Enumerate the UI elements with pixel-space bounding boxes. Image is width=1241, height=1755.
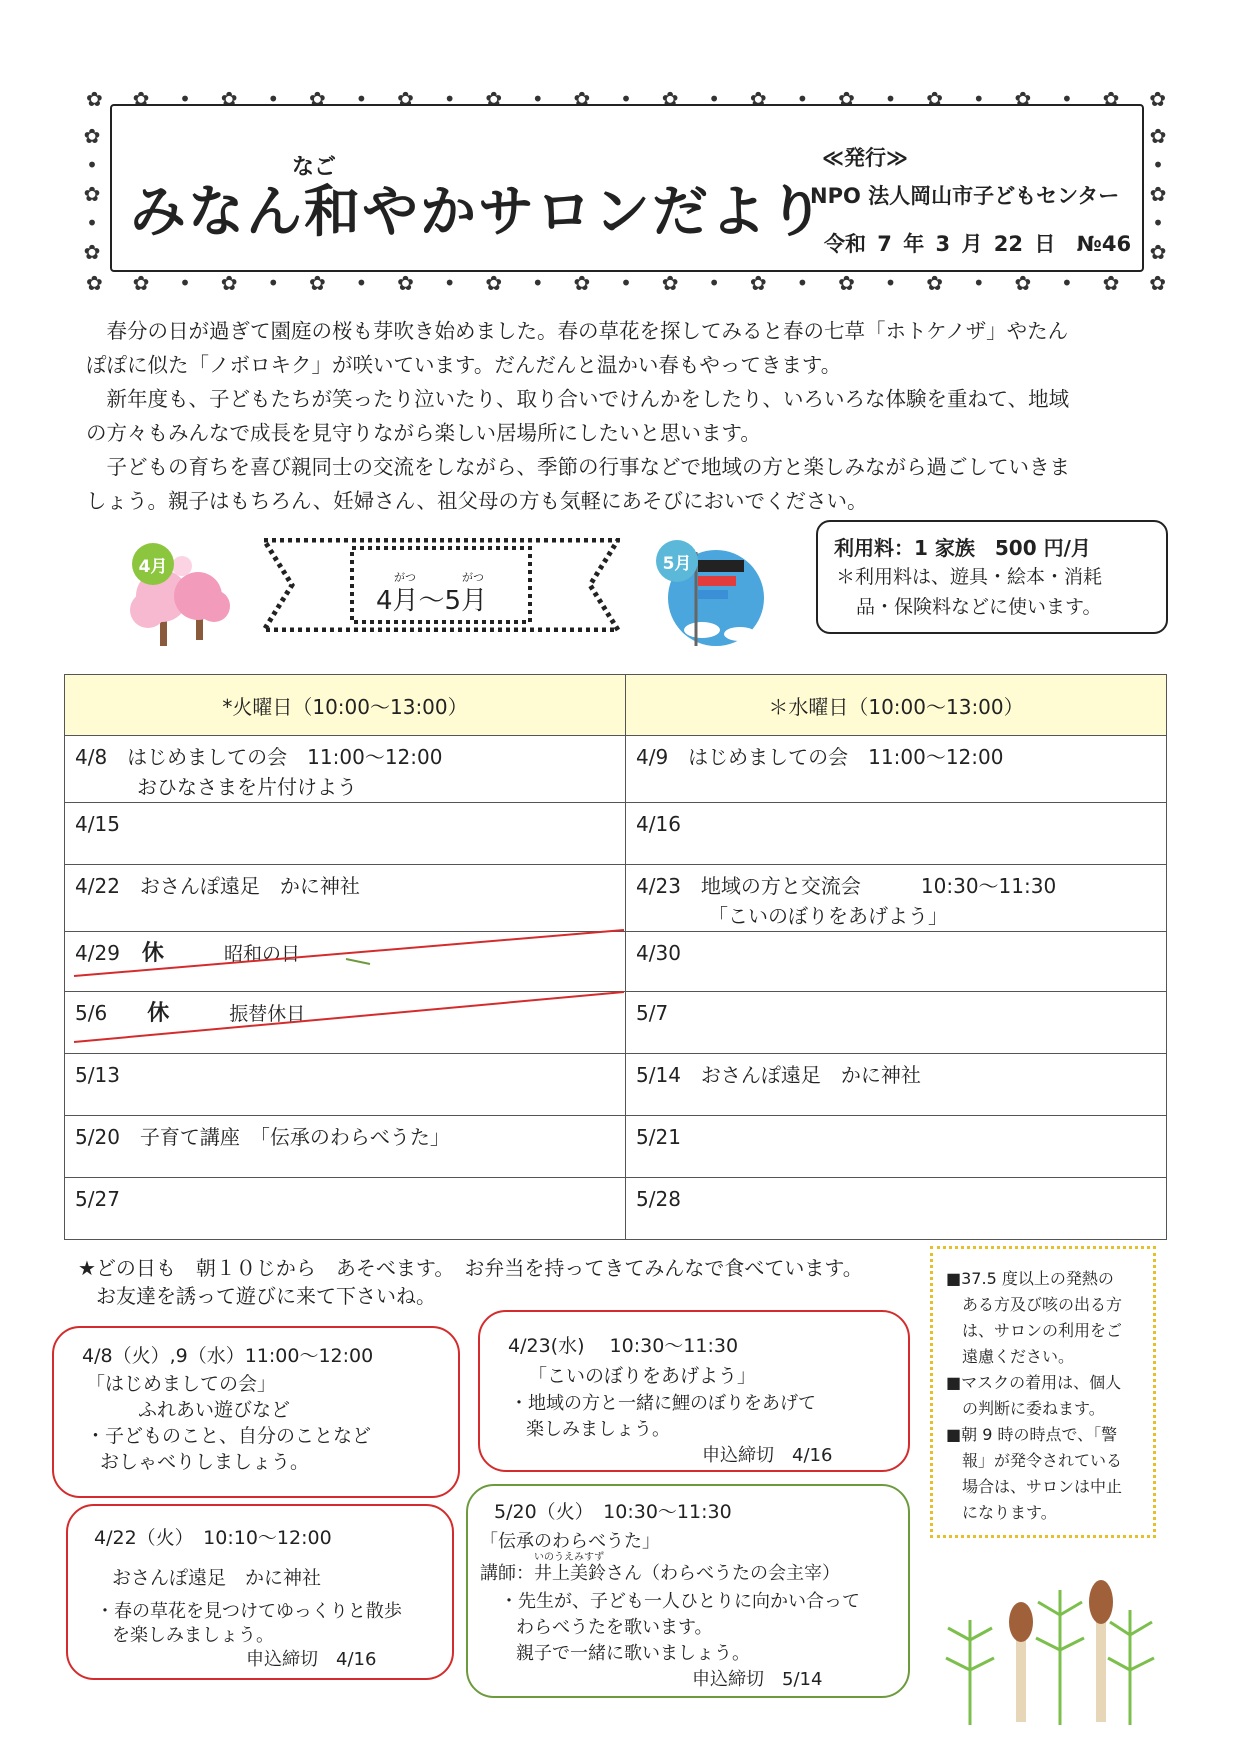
- info-line: 遠慮ください。: [946, 1347, 1075, 1366]
- event-4-title: 「伝承のわらべうた」: [480, 1531, 660, 1552]
- event-4-lecturer-furigana: いのうえみすず: [534, 1552, 605, 1563]
- fee-note-line-1: ＊利用料は、遊具・絵本・消耗: [836, 566, 1103, 588]
- event-1-subtitle: ふれあい遊びなど: [138, 1399, 291, 1421]
- publisher-name: NPO 法人岡山市子どもセンター: [810, 184, 1120, 208]
- horsetail-illustration: [930, 1560, 1166, 1730]
- holiday-name: 昭和の日: [223, 943, 300, 965]
- event-2-date: 4/23(水) 10:30～11:30: [508, 1335, 739, 1357]
- cell-main: 5/14 おさんぽ遠足 かに神社: [636, 1063, 921, 1087]
- cell-main: 5/28: [636, 1187, 681, 1211]
- decorative-border-right: ✿ • ✿ • ✿: [1149, 124, 1167, 264]
- cell-main: 5/13: [75, 1063, 120, 1087]
- fee-title: 利用料：1 家族 500 円/月: [834, 536, 1091, 560]
- event-3-desc-1: ・春の草花を見つけてゆっくりと散歩: [96, 1601, 402, 1622]
- info-line: ■朝 9 時の時点で、「警: [946, 1425, 1118, 1444]
- table-row: [65, 1178, 1167, 1240]
- issue-date: 令和 7 年 3 月 22 日: [824, 232, 1056, 256]
- decorative-border-top: ✿ ✿ • ✿ • ✿ • ✿ • ✿ • ✿ • ✿ • ✿ • ✿ • ✿ • ✿ • ✿ ✿: [86, 87, 1166, 111]
- month-banner-label: 4月～5月: [376, 586, 488, 616]
- banner-furigana-1: がつ: [394, 571, 416, 584]
- info-line: ■マスクの着用は、個人: [946, 1373, 1122, 1392]
- holiday-strike-lines: [64, 924, 626, 1054]
- decorative-border-bottom: ✿ ✿ • ✿ • ✿ • ✿ • ✿ • ✿ • ✿ • ✿ • ✿ • ✿ • ✿ • ✿ ✿: [86, 271, 1166, 295]
- table-row: [65, 803, 1167, 865]
- table-cell: [65, 1116, 626, 1178]
- table-cell: [626, 1054, 1167, 1116]
- table-row: [65, 1054, 1167, 1116]
- event-3-date: 4/22（火） 10:10～12:00: [94, 1527, 332, 1549]
- intro-line-4: の方々もみんなで成長を見守りながら楽しい居場所にしたいと思います。: [86, 421, 761, 445]
- table-cell: [626, 992, 1167, 1054]
- table-cell: [626, 932, 1167, 992]
- event-4-deadline: 申込締切 5/14: [692, 1669, 823, 1690]
- issue-date-line: [824, 228, 1131, 258]
- cell-main: 4/22 おさんぽ遠足 かに神社: [75, 874, 360, 898]
- info-line: は、サロンの利用をご: [946, 1321, 1123, 1340]
- table-cell: [626, 736, 1167, 803]
- note-line-1: ★どの日も 朝１０じから あそべます。 お弁当を持ってきてみんなで食べています。: [78, 1256, 863, 1280]
- decorative-border-left: ✿ • ✿ • ✿: [83, 124, 101, 264]
- holiday-mark: 休: [147, 1001, 170, 1026]
- info-line: ■37.5 度以上の発熱の: [946, 1269, 1114, 1288]
- event-3-deadline: 申込締切 4/16: [246, 1649, 377, 1670]
- cell-sub: おひなさまを片付けよう: [137, 775, 357, 799]
- cell-main: 4/9 はじめましての会 11:00～12:00: [636, 745, 1004, 769]
- fee-note-line-2: 品・保険料などに使います。: [856, 596, 1102, 618]
- issue-number: №46: [1076, 232, 1132, 256]
- page-title: みなん和やかサロンだより: [130, 180, 826, 245]
- note-line-2: お友達を誘って遊びに来て下さいね。: [96, 1284, 436, 1308]
- event-4-desc-2: わらべうたを歌います。: [516, 1617, 713, 1638]
- event-1-date: 4/8（火）,9（水）11:00～12:00: [82, 1345, 374, 1367]
- cell-main: 5/20 子育て講座 「伝承のわらべうた」: [75, 1125, 450, 1149]
- cell-main: 4/30: [636, 941, 681, 965]
- cell-main: 4/23 地域の方と交流会 10:30～11:30: [636, 874, 1057, 898]
- info-line: になります。: [946, 1503, 1057, 1522]
- table-row: [65, 736, 1167, 803]
- event-2-desc-2: 楽しみましょう。: [526, 1419, 670, 1440]
- strike-line-4-29: [74, 930, 624, 976]
- may-badge: 5月: [656, 540, 698, 582]
- table-cell: [626, 803, 1167, 865]
- event-1-desc-1: ・子どものこと、自分のことなど: [86, 1425, 372, 1447]
- cell-sub: 「こいのぼりをあげよう」: [708, 904, 948, 928]
- table-cell: [626, 865, 1167, 932]
- event-1-title: 「はじめましての会」: [86, 1373, 277, 1395]
- event-2-desc-1: ・地域の方と一緒に鯉のぼりをあげて: [510, 1393, 816, 1414]
- intro-line-3: 新年度も、子どもたちが笑ったり泣いたり、取り合いでけんかをしたり、いろいろな体験を重ねて、地域: [86, 387, 1070, 411]
- event-1-desc-2: おしゃべりしましょう。: [100, 1451, 310, 1473]
- april-badge: 4月: [132, 543, 174, 585]
- event-4-date: 5/20（火） 10:30～11:30: [494, 1501, 732, 1523]
- table-cell: [626, 1116, 1167, 1178]
- event-3-desc-2: を楽しみましょう。: [112, 1625, 274, 1646]
- cell-main: 5/27: [75, 1187, 120, 1211]
- holiday-name: 振替休日: [229, 1003, 306, 1025]
- schedule-header-row: [65, 675, 1167, 736]
- intro-line-6: しょう。親子はもちろん、妊婦さん、祖父母の方も気軽にあそびにおいでください。: [86, 489, 868, 513]
- cell-main: 5/21: [636, 1125, 681, 1149]
- event-2-deadline: 申込締切 4/16: [702, 1445, 833, 1466]
- cell-main: 4/29: [75, 941, 120, 965]
- table-cell: [65, 1178, 626, 1240]
- cell-main: 5/6: [75, 1001, 108, 1025]
- cell-main: 5/7: [636, 1001, 669, 1025]
- table-row: [65, 865, 1167, 932]
- intro-line-2: ぽぽに似た「ノボロキク」が咲いています。だんだんと温かい春もやってきます。: [86, 353, 842, 377]
- publisher-label: ≪発行≫: [822, 146, 908, 170]
- table-cell: [626, 1178, 1167, 1240]
- strike-line-5-6: [74, 992, 624, 1042]
- info-line: 報」が発令されている: [946, 1451, 1123, 1470]
- cell-main: 4/15: [75, 812, 120, 836]
- table-cell: [65, 1054, 626, 1116]
- table-cell: [65, 803, 626, 865]
- info-line: 場合は、サロンは中止: [946, 1477, 1123, 1496]
- event-4-lecturer: 講師：井上美鈴さん（わらべうたの会主宰）: [480, 1563, 840, 1584]
- intro-line-5: 子どもの育ちを喜び親同士の交流をしながら、季節の行事などで地域の方と楽しみながら過ごしていきま: [86, 455, 1070, 479]
- cell-main: 4/8 はじめましての会 11:00～12:00: [75, 745, 443, 769]
- info-line: ある方及び咳の出る方: [946, 1295, 1123, 1314]
- title-furigana: なご: [292, 155, 337, 180]
- tuesday-header: *火曜日（10:00～13:00）: [65, 675, 626, 736]
- event-4-desc-1: ・先生が、子ども一人ひとりに向かい合って: [500, 1591, 860, 1612]
- event-4-desc-3: 親子で一緒に歌いましょう。: [516, 1643, 750, 1664]
- banner-furigana-2: がつ: [462, 571, 484, 584]
- table-cell: [65, 865, 626, 932]
- cell-main: 4/16: [636, 812, 681, 836]
- intro-line-1: 春分の日が過ぎて園庭の桜も芽吹き始めました。春の草花を探してみると春の七草「ホトケノザ」やたん: [86, 319, 1069, 343]
- event-2-title: 「こいのぼりをあげよう」: [528, 1365, 757, 1387]
- info-line: の判断に委ねます。: [946, 1399, 1105, 1418]
- green-mark: [346, 959, 370, 964]
- wednesday-header: ＊水曜日（10:00～13:00）: [626, 675, 1167, 736]
- table-row: [65, 1116, 1167, 1178]
- holiday-mark: 休: [141, 941, 164, 966]
- event-3-title: おさんぽ遠足 かに神社: [112, 1567, 322, 1589]
- table-cell: [65, 736, 626, 803]
